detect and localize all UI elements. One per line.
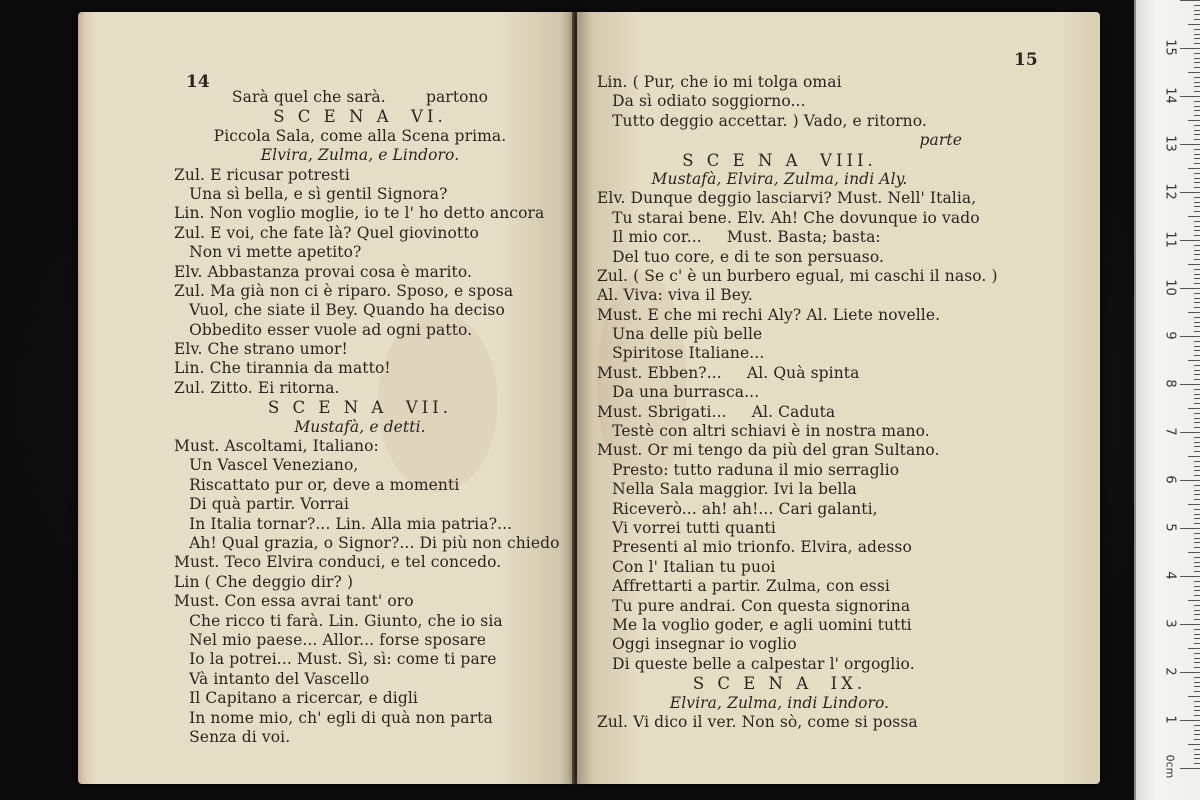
ruler-tick — [1180, 240, 1200, 241]
ruler-tick — [1194, 542, 1200, 543]
ruler-tick — [1194, 682, 1200, 683]
ruler-tick — [1194, 490, 1200, 491]
ruler-tick — [1180, 0, 1200, 1]
text-line: Spiritose Italiane... — [597, 344, 765, 363]
text-line: Una sì bella, e sì gentil Signora? — [174, 184, 448, 203]
ruler-tick — [1194, 125, 1200, 126]
ruler-tick — [1194, 518, 1200, 519]
text-line: Che ricco ti farà. Lin. Giunto, che io sia — [174, 611, 503, 630]
ruler-tick — [1194, 197, 1200, 198]
text-line: Zul. E voi, che fate là? Quel giovinotto — [174, 223, 479, 242]
ruler-number: 5 — [1162, 523, 1178, 532]
ruler-tick — [1194, 605, 1200, 606]
ruler-tick — [1194, 691, 1200, 692]
ruler-tick — [1194, 250, 1200, 251]
ruler-tick — [1194, 370, 1200, 371]
left-page-text — [174, 88, 560, 747]
text-line: Tutto deggio accettar. ) Vado, e ritorno. — [597, 111, 927, 130]
ruler-tick — [1194, 211, 1200, 212]
ruler-number: 4 — [1162, 571, 1178, 580]
text-line: Must. Ascoltami, Italiano: — [174, 437, 379, 456]
ruler-tick — [1194, 667, 1200, 668]
ruler-tick — [1194, 307, 1200, 308]
right-page-number: 15 — [1014, 50, 1038, 70]
ruler-number: 14 — [1162, 87, 1178, 104]
text-line: Presto: tutto raduna il mio serraglio — [597, 460, 900, 479]
ruler-tick — [1194, 269, 1200, 270]
text-line: Con l' Italian tu puoi — [597, 557, 776, 576]
text-line: Ah! Qual grazia, o Signor?... Di più non chiedo — [174, 533, 560, 552]
ruler-tick — [1194, 187, 1200, 188]
left-page — [78, 12, 575, 784]
ruler-tick — [1194, 302, 1200, 303]
ruler-tick — [1194, 317, 1200, 318]
ruler-tick — [1194, 509, 1200, 510]
ruler-tick — [1194, 5, 1200, 6]
ruler-number: 12 — [1162, 183, 1178, 200]
ruler-tick — [1194, 715, 1200, 716]
ruler-tick — [1194, 139, 1200, 140]
ruler-tick — [1194, 566, 1200, 567]
left-page-number: 14 — [186, 72, 210, 92]
ruler-tick — [1194, 106, 1200, 107]
ruler-tick — [1194, 475, 1200, 476]
ruler-tick — [1194, 437, 1200, 438]
ruler-tick — [1194, 58, 1200, 59]
text-line: Il Capitano a ricercar, e digli — [174, 689, 418, 708]
ruler-tick — [1194, 34, 1200, 35]
text-line: Una delle più belle — [597, 325, 763, 344]
ruler-tick — [1194, 701, 1200, 702]
text-line: Io la potrei... Must. Sì, sì: come ti pare — [174, 650, 497, 669]
text-line: Và intanto del Vascello — [174, 669, 370, 688]
ruler-tick — [1194, 710, 1200, 711]
text-line: Di queste belle a calpestar l' orgoglio. — [597, 654, 915, 673]
text-line: Must. Con essa avrai tant' oro — [174, 592, 414, 611]
text-line: Affrettarti a partir. Zulma, con essi — [597, 577, 890, 596]
ruler-tick — [1194, 101, 1200, 102]
ruler-tick — [1194, 398, 1200, 399]
text-line: Lin. Che tirannia da matto! — [174, 359, 391, 378]
text-line: Elv. Che strano umor! — [174, 340, 348, 359]
ruler-tick — [1194, 221, 1200, 222]
ruler-tick — [1194, 442, 1200, 443]
ruler-tick — [1180, 720, 1200, 721]
text-line: Il mio cor... Must. Basta; basta: — [597, 228, 881, 247]
text-line: Must. E che mi rechi Aly? Al. Liete novelle. — [597, 305, 941, 324]
ruler-tick — [1194, 274, 1200, 275]
ruler-tick — [1194, 413, 1200, 414]
text-line: Da sì odiato soggiorno... — [597, 92, 806, 111]
ruler-tick — [1188, 168, 1200, 169]
ruler-tick — [1194, 206, 1200, 207]
text-line: parte — [919, 131, 962, 150]
text-line: Zul. ( Se c' è un burbero egual, mi caschi il naso. ) — [597, 266, 998, 285]
text-line: Nel mio paese... Allor... forse sposare — [174, 630, 487, 649]
ruler-tick — [1180, 288, 1200, 289]
text-line: Lin ( Che deggio dir? ) — [174, 572, 354, 591]
ruler-tick — [1194, 595, 1200, 596]
text-line: Riscattato pur or, deve a momenti — [174, 475, 460, 494]
ruler-number: 13 — [1162, 135, 1178, 152]
text-line: Tu starai bene. Elv. Ah! Che dovunque io vado — [597, 208, 980, 227]
text-line: Must. Sbrigati... Al. Caduta — [597, 402, 836, 421]
ruler-tick — [1194, 638, 1200, 639]
ruler-unit-label: 0cm — [1163, 754, 1177, 779]
ruler-number: 1 — [1162, 715, 1178, 724]
ruler-tick — [1194, 331, 1200, 332]
ruler-tick — [1188, 504, 1200, 505]
text-line: Senza di voi. — [174, 727, 291, 746]
text-line: Lin. Non voglio moglie, io te l' ho detto ancora — [174, 204, 545, 223]
ruler-tick — [1180, 384, 1200, 385]
measuring-ruler — [1134, 0, 1200, 800]
ruler-tick — [1194, 446, 1200, 447]
ruler-tick — [1194, 725, 1200, 726]
ruler-tick — [1194, 19, 1200, 20]
text-line: Di quà partir. Vorrai — [174, 495, 350, 514]
text-line: Elv. Dunque deggio lasciarvi? Must. Nell' Italia, — [597, 189, 977, 208]
ruler-tick — [1188, 696, 1200, 697]
ruler-tick — [1194, 653, 1200, 654]
text-line: Al. Viva: viva il Bey. — [597, 286, 753, 305]
ruler-tick — [1188, 72, 1200, 73]
ruler-tick — [1194, 686, 1200, 687]
ruler-tick — [1194, 230, 1200, 231]
ruler-tick — [1194, 389, 1200, 390]
ruler-tick — [1194, 619, 1200, 620]
ruler-tick — [1194, 226, 1200, 227]
text-line: Zul. Ma già non ci è riparo. Sposo, e sposa — [174, 281, 514, 300]
ruler-tick — [1194, 571, 1200, 572]
ruler-tick — [1194, 422, 1200, 423]
text-line: Elv. Abbastanza provai cosa è marito. — [174, 262, 473, 281]
ruler-tick — [1194, 533, 1200, 534]
ruler-tick — [1188, 552, 1200, 553]
ruler-tick — [1194, 110, 1200, 111]
ruler-number: 9 — [1162, 331, 1178, 340]
ruler-tick — [1188, 264, 1200, 265]
ruler-tick — [1194, 91, 1200, 92]
ruler-tick — [1194, 629, 1200, 630]
ruler-tick — [1194, 734, 1200, 735]
ruler-tick — [1194, 614, 1200, 615]
text-line: Riceverò... ah! ah!... Cari galanti, — [597, 499, 878, 518]
ruler-tick — [1194, 557, 1200, 558]
ruler-tick — [1194, 466, 1200, 467]
ruler-tick — [1194, 77, 1200, 78]
ruler-tick — [1180, 624, 1200, 625]
ruler-tick — [1194, 610, 1200, 611]
text-line: Mustafà, Elvira, Zulma, indi Aly. — [651, 169, 908, 188]
text-line: Obbedito esser vuole ad ogni patto. — [174, 320, 473, 339]
ruler-tick — [1188, 456, 1200, 457]
ruler-tick — [1194, 158, 1200, 159]
ruler-tick — [1194, 43, 1200, 44]
ruler-tick — [1194, 245, 1200, 246]
ruler-tick — [1194, 643, 1200, 644]
ruler-tick — [1194, 341, 1200, 342]
ruler-tick — [1180, 768, 1200, 769]
ruler-tick — [1194, 379, 1200, 380]
ruler-tick — [1188, 24, 1200, 25]
ruler-tick — [1194, 149, 1200, 150]
ruler-tick — [1194, 427, 1200, 428]
ruler-tick — [1194, 346, 1200, 347]
text-line: Zul. Zitto. Ei ritorna. — [174, 378, 340, 397]
ruler-tick — [1194, 235, 1200, 236]
ruler-tick — [1194, 485, 1200, 486]
ruler-tick — [1194, 394, 1200, 395]
ruler-tick — [1194, 355, 1200, 356]
ruler-tick — [1194, 514, 1200, 515]
ruler-tick — [1194, 403, 1200, 404]
ruler-tick — [1188, 648, 1200, 649]
ruler-tick — [1194, 739, 1200, 740]
text-line: Must. Or mi tengo da più del gran Sultano. — [597, 441, 940, 460]
ruler-tick — [1194, 677, 1200, 678]
ruler-tick — [1194, 182, 1200, 183]
ruler-tick — [1194, 365, 1200, 366]
ruler-tick — [1194, 451, 1200, 452]
ruler-tick — [1194, 154, 1200, 155]
text-line: Oggi insegnar io voglio — [597, 635, 797, 654]
ruler-tick — [1194, 163, 1200, 164]
ruler-tick — [1194, 115, 1200, 116]
scene-heading: S C E N A IX. — [692, 674, 867, 694]
text-line: Un Vascel Veneziano, — [174, 456, 359, 475]
ruler-tick — [1194, 350, 1200, 351]
text-line: Lin. ( Pur, che io mi tolga omai — [597, 73, 842, 91]
ruler-number: 3 — [1162, 619, 1178, 628]
ruler-tick — [1194, 278, 1200, 279]
ruler-tick — [1180, 480, 1200, 481]
ruler-tick — [1180, 192, 1200, 193]
ruler-number: 2 — [1162, 667, 1178, 676]
text-line: Piccola Sala, come alla Scena prima. — [213, 126, 507, 145]
ruler-tick — [1194, 134, 1200, 135]
scene-heading: S C E N A VII. — [268, 398, 452, 418]
right-page-text — [597, 73, 998, 732]
text-line: Sarà quel che sarà. partono — [231, 88, 489, 106]
ruler-tick — [1194, 581, 1200, 582]
text-line: Tu pure andrai. Con questa signorina — [597, 596, 911, 615]
right-page — [577, 12, 1100, 784]
ruler-tick — [1180, 96, 1200, 97]
text-line: Nella Sala maggior. Ivi la bella — [597, 480, 857, 499]
text-line: Da una burrasca... — [597, 383, 760, 402]
ruler-tick — [1194, 322, 1200, 323]
ruler-number: 15 — [1162, 39, 1178, 56]
ruler-tick — [1194, 326, 1200, 327]
ruler-tick — [1194, 62, 1200, 63]
ruler-tick — [1194, 53, 1200, 54]
ruler-tick — [1194, 461, 1200, 462]
ruler-tick — [1194, 499, 1200, 500]
ruler-tick — [1188, 312, 1200, 313]
text-line: Must. Ebben?... Al. Quà spinta — [597, 363, 860, 382]
ruler-tick — [1194, 298, 1200, 299]
ruler-tick — [1180, 144, 1200, 145]
scene-heading: S C E N A VI. — [273, 107, 447, 127]
ruler-tick — [1188, 216, 1200, 217]
ruler-tick — [1194, 418, 1200, 419]
ruler-number: 6 — [1162, 475, 1178, 484]
ruler-number: 7 — [1162, 427, 1178, 436]
ruler-tick — [1194, 590, 1200, 591]
ruler-tick — [1180, 432, 1200, 433]
ruler-number: 11 — [1162, 231, 1178, 248]
ruler-tick — [1194, 67, 1200, 68]
ruler-tick — [1194, 586, 1200, 587]
ruler-tick — [1194, 130, 1200, 131]
ruler-tick — [1194, 470, 1200, 471]
text-line: Zul. Vi dico il ver. Non sò, come si possa — [597, 712, 918, 731]
ruler-tick — [1194, 374, 1200, 375]
text-line: Me la voglio goder, e agli uomini tutti — [597, 615, 912, 634]
ruler-tick — [1180, 336, 1200, 337]
ruler-tick — [1188, 408, 1200, 409]
ruler-tick — [1194, 706, 1200, 707]
ruler-number: 8 — [1162, 379, 1178, 388]
ruler-tick — [1194, 494, 1200, 495]
ruler-tick — [1188, 744, 1200, 745]
ruler-tick — [1194, 763, 1200, 764]
ruler-number: 10 — [1162, 279, 1178, 296]
ruler-tick — [1194, 173, 1200, 174]
text-line: In Italia tornar?... Lin. Alla mia patria?... — [174, 514, 513, 533]
text-line: Elvira, Zulma, indi Lindoro. — [669, 693, 890, 712]
scene-heading: S C E N A VIII. — [682, 150, 877, 170]
ruler-tick — [1194, 758, 1200, 759]
text-line: Mustafà, e detti. — [294, 417, 426, 436]
ruler-tick — [1194, 254, 1200, 255]
ruler-tick — [1180, 48, 1200, 49]
ruler-tick — [1194, 10, 1200, 11]
ruler-tick — [1194, 749, 1200, 750]
ruler-tick — [1194, 202, 1200, 203]
ruler-tick — [1194, 293, 1200, 294]
ruler-tick — [1194, 178, 1200, 179]
ruler-tick — [1194, 754, 1200, 755]
text-line: Elvira, Zulma, e Lindoro. — [260, 146, 460, 165]
ruler-tick — [1194, 634, 1200, 635]
ruler-tick — [1194, 562, 1200, 563]
ruler-tick — [1194, 538, 1200, 539]
ruler-tick — [1194, 29, 1200, 30]
text-line: Del tuo core, e di te son persuaso. — [597, 247, 885, 266]
ruler-tick — [1180, 672, 1200, 673]
ruler-tick — [1194, 658, 1200, 659]
ruler-tick — [1180, 576, 1200, 577]
text-line: Non vi mette apetito? — [174, 243, 362, 262]
ruler-tick — [1194, 38, 1200, 39]
text-line: In nome mio, ch' egli di quà non parta — [174, 708, 493, 727]
text-line: Vuol, che siate il Bey. Quando ha deciso — [174, 301, 505, 320]
ruler-tick — [1194, 86, 1200, 87]
ruler-tick — [1194, 547, 1200, 548]
ruler-tick — [1194, 662, 1200, 663]
open-book — [78, 12, 1100, 784]
text-line: Presenti al mio trionfo. Elvira, adesso — [597, 538, 912, 557]
ruler-tick — [1194, 82, 1200, 83]
ruler-tick — [1180, 528, 1200, 529]
ruler-tick — [1188, 600, 1200, 601]
ruler-tick — [1194, 283, 1200, 284]
text-line: Testè con altri schiavi è in nostra mano. — [597, 422, 930, 441]
ruler-tick — [1188, 120, 1200, 121]
ruler-tick — [1188, 360, 1200, 361]
ruler-tick — [1194, 730, 1200, 731]
ruler-tick — [1194, 523, 1200, 524]
text-line: Must. Teco Elvira conduci, e tel concedo. — [174, 553, 502, 572]
ruler-tick — [1194, 14, 1200, 15]
ruler-tick — [1194, 259, 1200, 260]
text-line: Vi vorrei tutti quanti — [597, 518, 776, 537]
text-line: Zul. E ricusar potresti — [174, 165, 350, 184]
